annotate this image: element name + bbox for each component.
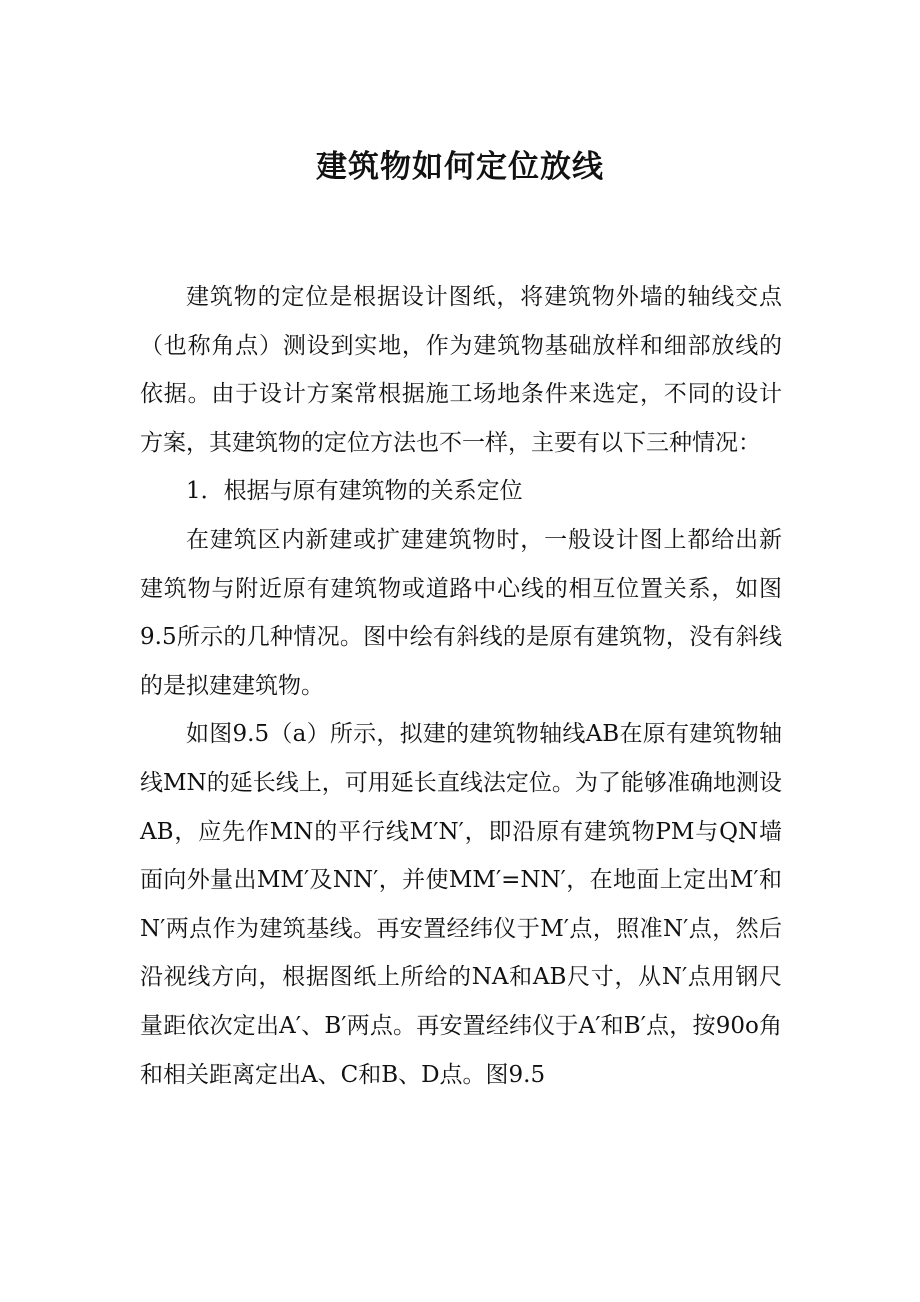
section-heading-1: 1．根据与原有建筑物的关系定位 xyxy=(186,478,523,505)
paragraph-context: 在建筑区内新建或扩建建筑物时，一般设计图上都给出新建筑物与附近原有建筑物或道路中心线的相互位置关系，如图9.5所示的几种情况。图中绘有斜线的是原有建筑物，没有斜线的是拟建建筑物。 xyxy=(140,526,782,699)
paragraph-intro: 建筑物的定位是根据设计图纸，将建筑物外墙的轴线交点（也称角点）测设到实地，作为建筑物基础放样和细部放线的依据。由于设计方案常根据施工场地条件来选定，不同的设计方案，其建筑物的定位方法也不一样，主要有以下三种情况： xyxy=(140,284,782,456)
document-title: 建筑物如何定位放线 xyxy=(316,149,604,185)
document-body xyxy=(140,273,782,1099)
paragraph-method-a: 如图9.5（a）所示，拟建的建筑物轴线AB在原有建筑物轴线MN的延长线上，可用延长直线法定位。为了能够准确地测设AB，应先作MN的平行线M′N′，即沿原有建筑物PM与QN墙面向外量出MM′及NN′，并使MM′=NN′，在地面上定出M′和N′两点作为建筑基线。再安置经纬仪于M′点，照准N′点，然后沿视线方向，根据图纸上所给的NA和AB尺寸，从N′点用钢尺量距依次定出A′、B′两点。再安置经纬仪于A′和B′点，按90o角和相关距离定出A、C和B、D点。图9.5 xyxy=(140,721,782,1088)
